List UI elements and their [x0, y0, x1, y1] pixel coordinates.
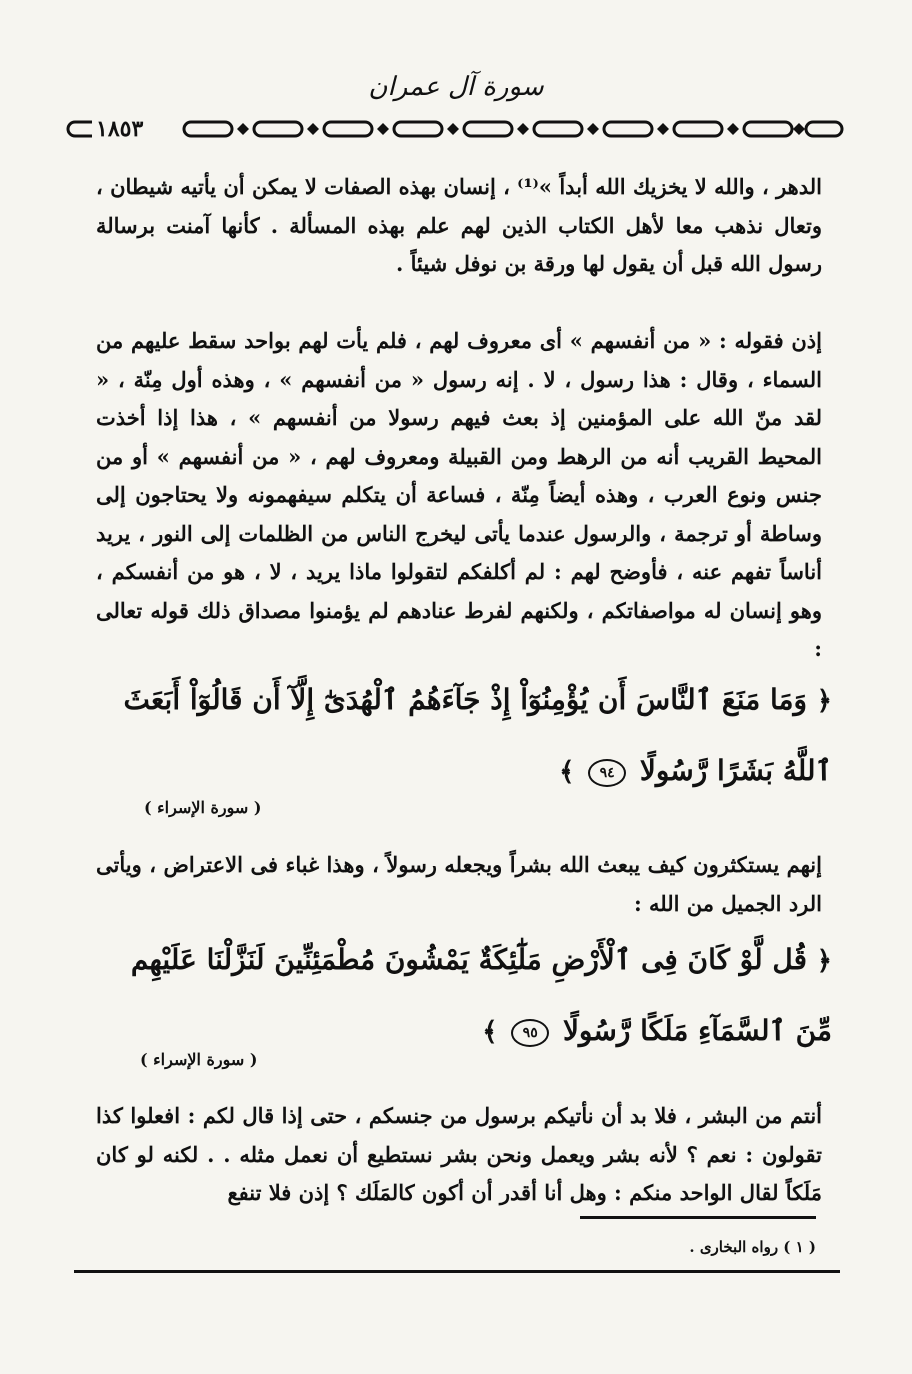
verse-text: وَمَا مَنَعَ ٱلنَّاسَ أَن يُؤْمِنُوٓاْ إِذْ جَآءَهُمُ ٱلْهُدَىٰٓ إِلَّآ أَن قَالُوٓاْ أَبَعَثَ ٱللَّهُ بَشَرًا رَّسُولًا: [123, 683, 832, 787]
verse-number: ٩٤: [588, 759, 626, 787]
verse-close-bracket: ﴾: [482, 1017, 498, 1047]
quran-verse-1: [96, 665, 832, 807]
verse-open-bracket: ﴿: [816, 946, 832, 976]
verse-close-bracket: ﴾: [559, 757, 575, 787]
page-number: ١٨٥٣: [92, 114, 147, 144]
surah-header-title: سورة آل عمران: [368, 72, 544, 102]
paragraph-1: الدهر ، والله لا يخزيك الله أبداً »⁽¹⁾ ، إنسان بهذه الصفات لا يمكن أن يأتيه شيطان ، وتعال نذهب معا لأهل الكتاب الذين لهم علم بهذه المسألة . كأنها آمنت برسالة رسول الله قبل أن يقول لها ورقة بن نوفل شيئاً .: [96, 174, 823, 276]
verse-open-bracket: ﴿: [816, 686, 832, 716]
paragraph-4: أنتم من البشر ، فلا بد أن نأتيكم برسول من جنسكم ، حتى إذا قال لكم : افعلوا كذا تقولون : نعم ؟ لأنه بشر ويعمل ونحن بشر نستطيع أن نعمل مثله . . لكنه لو كان مَلَكاً لقال الواحد منكم : وهل أنا أقدر أن أكون كالمَلَك ؟ إذن فلا تنفع: [96, 1103, 822, 1205]
surah-reference: ( سورة الإسراء ): [140, 1050, 258, 1069]
ornamental-border: [66, 114, 846, 144]
paragraph-2: إذن فقوله : « من أنفسهم » أى معروف لهم ، فلم يأت لهم بواحد سقط عليهم من السماء ، وقال : هذا رسول ، لا . إنه رسول « من أنفسهم » ، وهذه أول مِنّة ، « لقد منّ الله على المؤمنين إذ بعث فيهم رسولا من أنفسهم » ، هذا إذا أخذت المحيط القريب أنه من الرهط ومن القبيلة ومعروف لهم ، « من أنفسهم » أو من جنس ونوع العرب ، وهذه أيضاً مِنّة ، فساعة أن يتكلم سيفهمونه ولا يحتاجون إلى وساطة أو ترجمة ، والرسول عندما يأتى ليخرج الناس من الظلمات إلى النور ، يريد أناساً تفهم عنه ، فأوضح لهم : لم أكلفكم لتقولوا ماذا يريد ، لا ، هو من أنفسكم ، وهو إنسان له مواصفاتكم ، ولكنهم لفرط عنادهم لم يؤمنوا مصداق ذلك قوله تعالى :: [96, 328, 822, 661]
paragraph-3: إنهم يستكثرون كيف يبعث الله بشراً ويجعله رسولاً ، وهذا غباء فى الاعتراض ، ويأتى الرد الجميل من الله :: [96, 852, 822, 916]
verse-number: ٩٥: [511, 1019, 549, 1047]
footnote-divider: [580, 1216, 816, 1219]
footnote: ( ١ ) رواه البخارى .: [689, 1238, 816, 1256]
bottom-rule: [74, 1270, 840, 1273]
quran-verse-2: [96, 925, 832, 1067]
verse-text: قُل لَّوْ كَانَ فِى ٱلْأَرْضِ مَلَٰٓئِكَةٌ يَمْشُونَ مُطْمَئِنِّينَ لَنَزَّلْنَا عَلَيْهِم مِّنَ ٱلسَّمَآءِ مَلَكًا رَّسُولًا: [130, 943, 832, 1047]
surah-reference: ( سورة الإسراء ): [144, 798, 262, 817]
